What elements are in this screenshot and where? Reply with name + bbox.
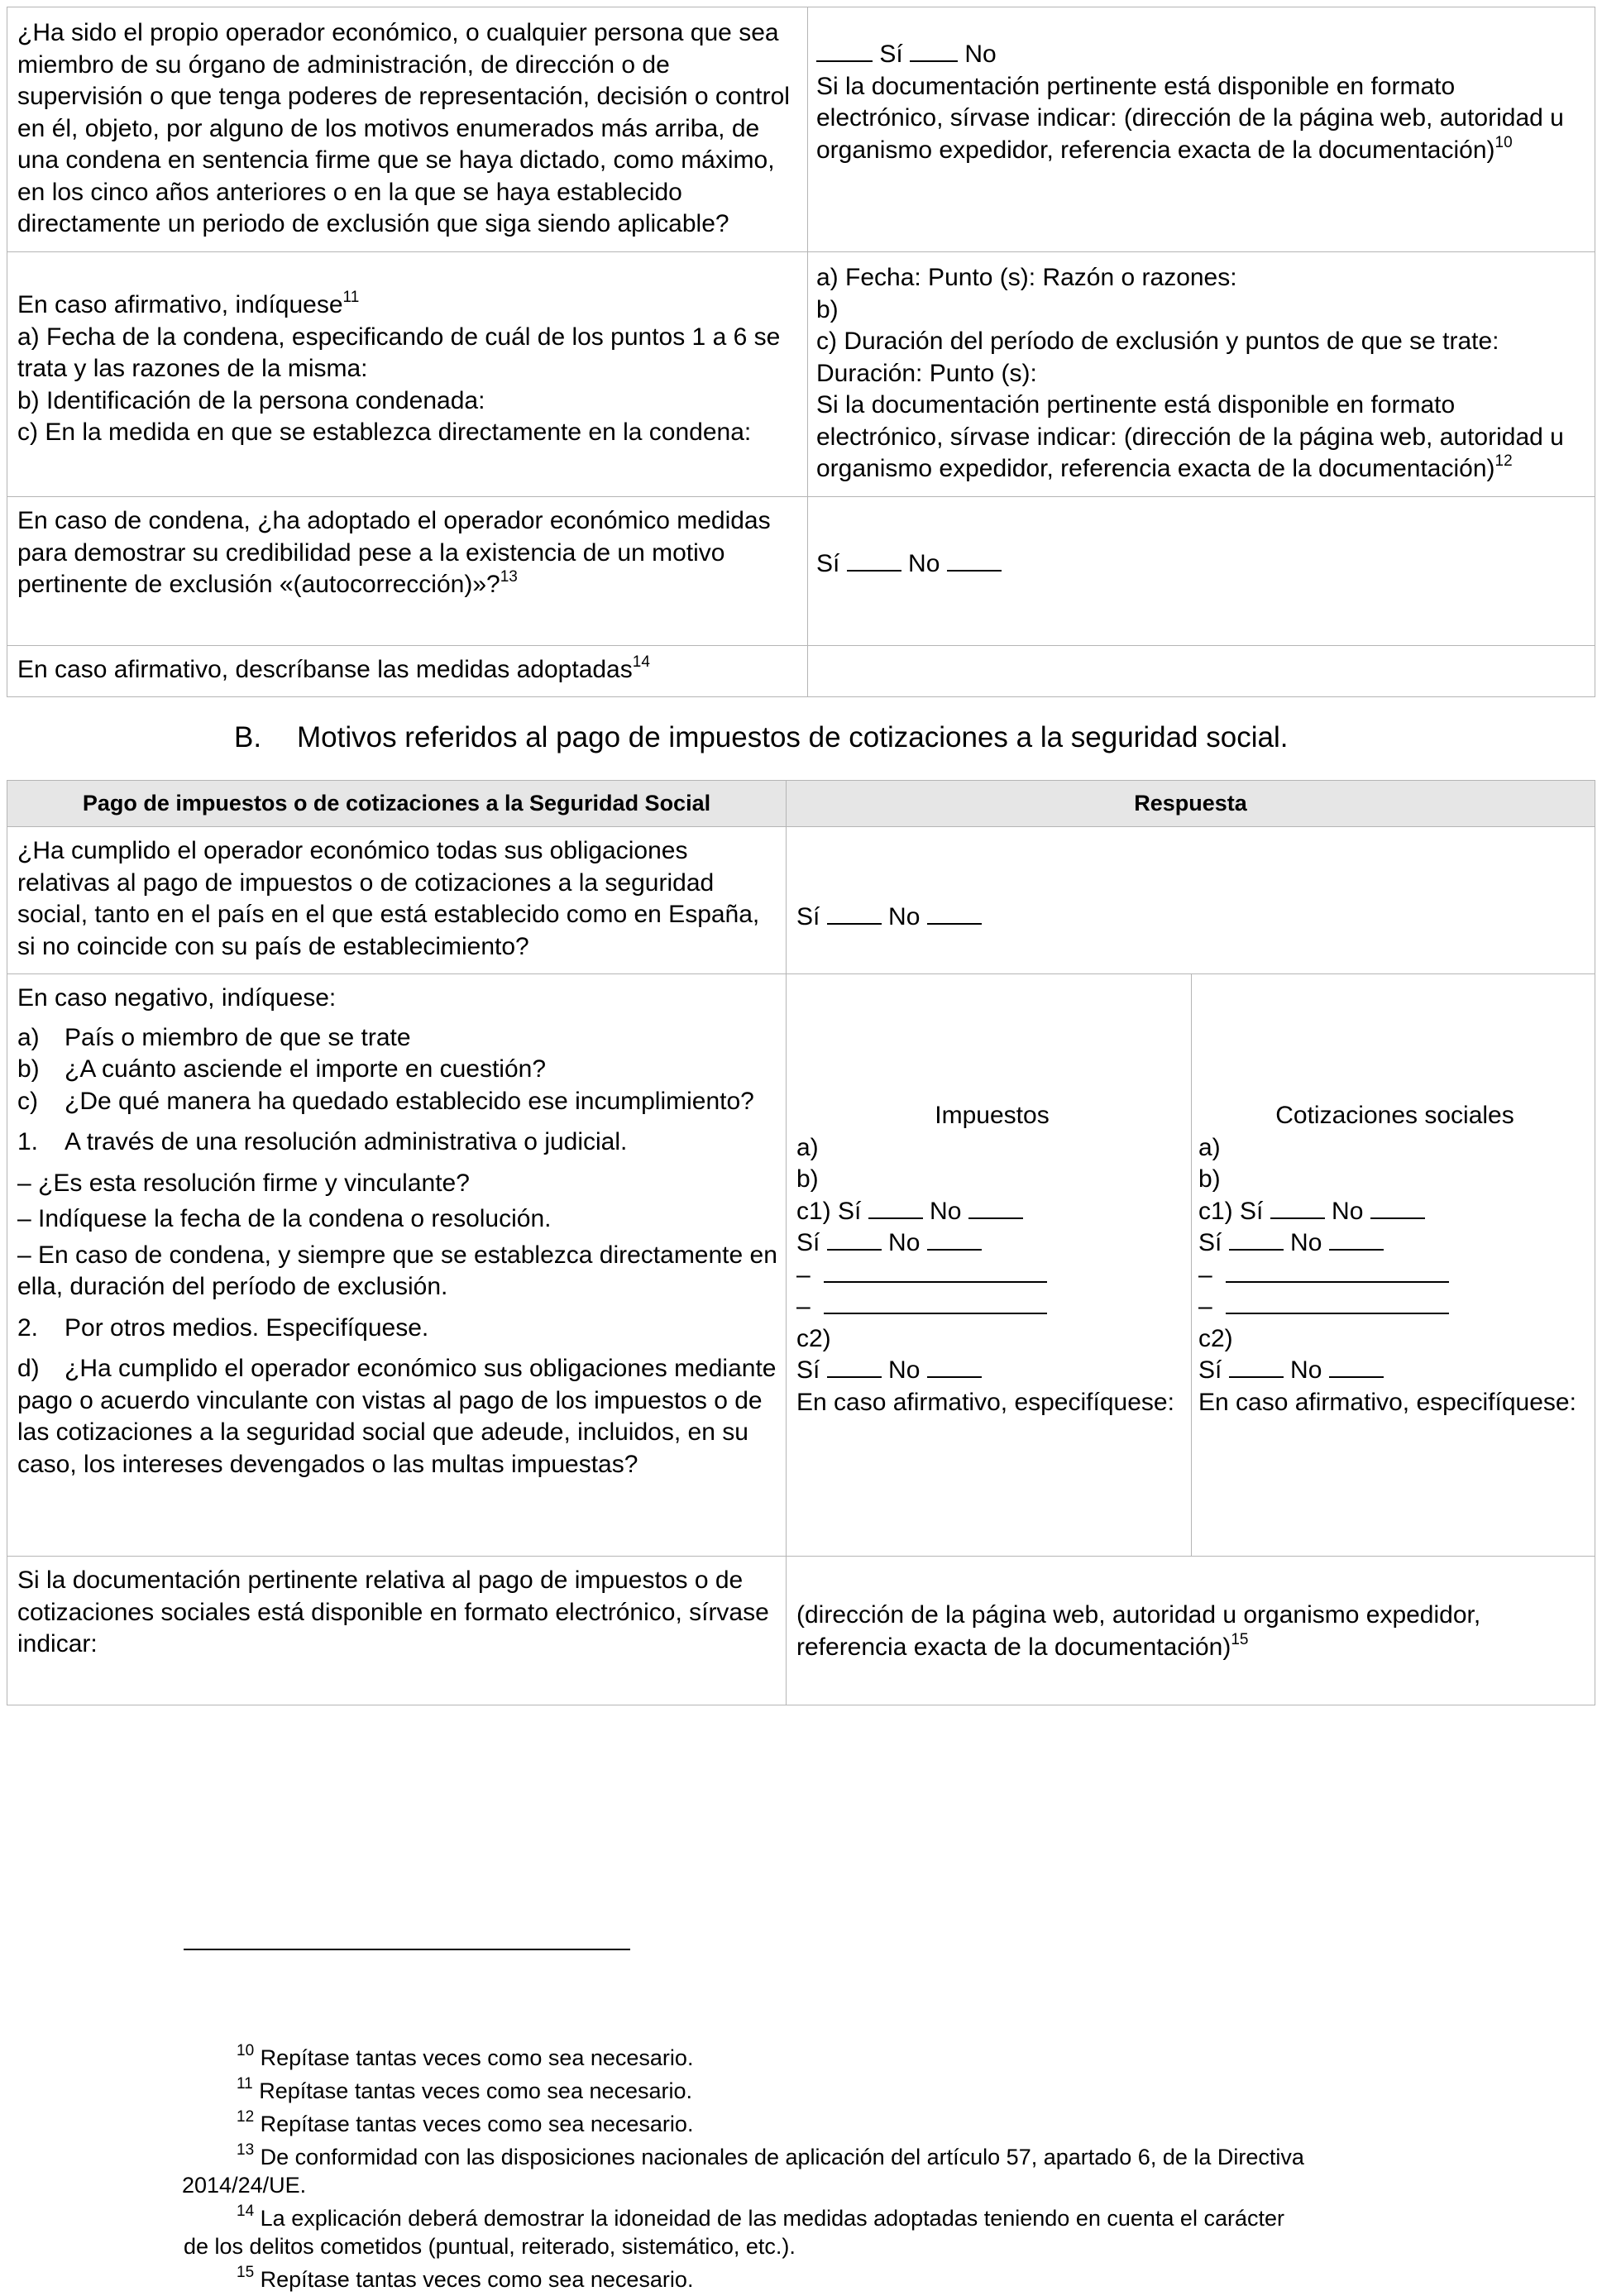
medidas-question: [7, 646, 808, 697]
answer-si-no: Sí No: [796, 1227, 1188, 1260]
condena-details-answer: [808, 252, 1595, 497]
blank-si[interactable]: [1229, 1229, 1284, 1251]
blank-no[interactable]: [1329, 1356, 1384, 1378]
exclusion-table: [7, 7, 1595, 697]
blank-no[interactable]: [910, 41, 958, 62]
dash-duracion: – En caso de condena, y siempre que se establezca directamente en ella, duración del período de exclusión.: [17, 1241, 777, 1300]
doc-question: [7, 1557, 787, 1705]
question-condena-text: ¿Ha sido el propio operador económico, o cualquier persona que sea miembro de su órgano de administración, de dirección o de supervisión o que tenga poderes de representación, decisión o control en él, objeto, por alguno de los motivos enumerados más arriba, de una condena en sentencia firme que se haya dictado, como máximo, en los cinco años anteriores o en la que se haya establecido directamente un periodo de exclusión que siga siendo aplicable?: [17, 19, 790, 237]
autocorreccion-question: [7, 497, 808, 646]
blank-no[interactable]: [927, 1356, 982, 1378]
medidas-answer[interactable]: [808, 646, 1595, 697]
answer-dash-1: –: [796, 1260, 1188, 1292]
answer-b[interactable]: b): [1198, 1165, 1221, 1193]
blank-si[interactable]: [868, 1198, 923, 1219]
autocorreccion-answer: [808, 497, 1595, 646]
impuestos-label: Impuestos: [935, 1102, 1050, 1129]
answer-duration[interactable]: Duración: Punto (s):: [816, 359, 1037, 387]
answer-a[interactable]: a): [1198, 1133, 1221, 1161]
blank-line[interactable]: [824, 1293, 1047, 1314]
answer-c2[interactable]: c2): [796, 1324, 831, 1352]
section-b-heading: [234, 721, 1288, 754]
impuestos-answer: [787, 974, 1192, 1557]
header-pago: Pago de impuestos o de cotizaciones a la Seguridad Social: [7, 781, 787, 827]
answer-condena: [808, 7, 1595, 252]
blank-no[interactable]: [1329, 1229, 1384, 1251]
footnote-ref: 14: [632, 653, 650, 671]
label-si: Sí: [796, 903, 820, 930]
footnotes: [184, 2039, 1441, 2294]
blank-no[interactable]: [947, 550, 1002, 572]
footnote-15: $^{15}$ Repítase tantas veces como sea necesario.: [237, 2264, 694, 2292]
cotizaciones-label: Cotizaciones sociales: [1275, 1102, 1514, 1129]
answer-dash-2: –: [1198, 1291, 1591, 1323]
answer-dash-2: –: [796, 1291, 1188, 1323]
label-no: No: [964, 41, 997, 68]
footnote-13-cont: 2014/24/UE.: [182, 2173, 307, 2198]
blank-si[interactable]: [827, 1229, 882, 1251]
doc-answer[interactable]: [787, 1557, 1595, 1705]
answer-c2-si-no: Sí No: [796, 1355, 1188, 1387]
cotizaciones-answer: [1192, 974, 1595, 1557]
blank-si[interactable]: [827, 903, 882, 925]
item-b: b) ¿A cuánto asciende el importe en cuestión?: [17, 1055, 547, 1083]
header-respuesta: Respuesta: [787, 781, 1595, 827]
item-c: c) En la medida en que se establezca directamente en la condena:: [17, 419, 752, 446]
answer-b[interactable]: b): [796, 1165, 819, 1193]
blank-no[interactable]: [927, 903, 982, 925]
item-1: 1. A través de una resolución administrativa o judicial.: [17, 1128, 628, 1155]
medidas-text: En caso afirmativo, descríbanse las medidas adoptadas: [17, 656, 633, 683]
intro-text: En caso afirmativo, indíquese: [17, 291, 343, 318]
footnote-13: $^{13}$ De conformidad con las disposiciones nacionales de aplicación del artículo 57, apartado 6, de la Directiva: [237, 2141, 1304, 2169]
label-si: Sí: [879, 41, 903, 68]
blank-no[interactable]: [1370, 1198, 1425, 1219]
label-no: No: [888, 903, 921, 930]
blank-si[interactable]: [847, 550, 901, 572]
item-c: c) ¿De qué manera ha quedado establecido ese incumplimiento?: [17, 1087, 754, 1115]
footnote-10: $^{10}$ Repítase tantas veces como sea necesario.: [237, 2042, 694, 2070]
autocorreccion-text: En caso de condena, ¿ha adoptado el operador económico medidas para demostrar su credibilidad pese a la existencia de un motivo pertinente de exclusión «(autocorrección)»?: [17, 507, 771, 598]
blank-si[interactable]: [827, 1356, 882, 1378]
answer-si-no: Sí No: [1198, 1227, 1591, 1260]
answer-c2-si-no: Sí No: [1198, 1355, 1591, 1387]
footnote-ref: 10: [1494, 133, 1513, 151]
footnote-11: $^{11}$ Repítase tantas veces como sea necesario.: [237, 2075, 693, 2103]
answer-c1: c1) Sí No: [1198, 1196, 1591, 1228]
section-letter: B.: [234, 721, 262, 753]
item-b: b) Identificación de la persona condenada:: [17, 386, 485, 414]
item-2: 2. Por otros medios. Especifíquese.: [17, 1313, 429, 1342]
label-si: Sí: [816, 550, 840, 577]
footnote-ref: 13: [500, 568, 518, 586]
blank-si[interactable]: [816, 41, 873, 62]
answer-c[interactable]: c) Duración del período de exclusión y puntos de que se trate:: [816, 328, 1499, 355]
dash-firme: – ¿Es esta resolución firme y vinculante?: [17, 1169, 470, 1197]
doc-instructions: Si la documentación pertinente está disponible en formato electrónico, sírvase indicar: (dirección de la página web, autoridad u organismo expedidor, referencia exacta de la documentación): [816, 72, 1564, 164]
blank-si[interactable]: [1229, 1356, 1284, 1378]
blank-line[interactable]: [1226, 1261, 1449, 1283]
especifique-label: En caso afirmativo, especifíquese:: [796, 1388, 1174, 1416]
answer-a[interactable]: a) Fecha: Punto (s): Razón o razones:: [816, 264, 1237, 291]
answer-b[interactable]: b): [816, 295, 839, 323]
doc-instructions: Si la documentación pertinente está disponible en formato electrónico, sírvase indicar: (dirección de la página web, autoridad u organismo expedidor, referencia exacta de la documentación): [816, 391, 1564, 482]
section-title: Motivos referidos al pago de impuestos de cotizaciones a la seguridad social.: [297, 721, 1289, 753]
footnote-ref: 12: [1494, 452, 1513, 470]
footnote-ref: 11: [342, 289, 360, 306]
obligaciones-answer: [787, 827, 1595, 974]
footnote-ref: 15: [1231, 1630, 1249, 1648]
blank-no[interactable]: [927, 1229, 982, 1251]
item-a: a) Fecha de la condena, especificando de cuál de los puntos 1 a 6 se trata y las razones de la misma:: [17, 323, 781, 382]
footnote-separator: [184, 1949, 630, 1950]
footnote-14: $^{14}$ La explicación deberá demostrar la idoneidad de las medidas adoptadas teniendo en cuenta el carácter: [237, 2203, 1284, 2231]
question-condena: [7, 7, 808, 252]
answer-a[interactable]: a): [796, 1133, 819, 1161]
intro-text: En caso negativo, indíquese:: [17, 984, 337, 1012]
condena-details-question: [7, 252, 808, 497]
footnote-12: $^{12}$ Repítase tantas veces como sea necesario.: [237, 2108, 694, 2136]
obligaciones-question: [7, 827, 787, 974]
footnote-14-cont: de los delitos cometidos (puntual, reiterado, sistemático, etc.).: [184, 2234, 796, 2259]
item-a: a) País o miembro de que se trate: [17, 1023, 411, 1051]
blank-line[interactable]: [824, 1261, 1047, 1283]
item-d: d) ¿Ha cumplido el operador económico sus obligaciones mediante pago o acuerdo vinculante con vistas al pago de los impuestos o de las cotizaciones a la seguridad social que adeude, incluidos, en su caso, los intereses devengados o las multas impuestas?: [17, 1355, 777, 1478]
doc-answer-text: (dirección de la página web, autoridad u organismo expedidor, referencia exacta de la documentación): [796, 1601, 1481, 1661]
obligaciones-text: ¿Ha cumplido el operador económico todas sus obligaciones relativas al pago de impuestos o de cotizaciones a la seguridad social, tanto en el país en el que está establecido como en España, si no coincide con su país de establecimiento?: [17, 837, 760, 960]
impuestos-table: [7, 780, 1595, 1705]
answer-c2[interactable]: c2): [1198, 1324, 1233, 1352]
doc-question-text: Si la documentación pertinente relativa al pago de impuestos o de cotizaciones sociales está disponible en formato electrónico, sírvase indicar:: [17, 1567, 769, 1657]
label-no: No: [908, 550, 940, 577]
answer-dash-1: –: [1198, 1260, 1591, 1292]
dash-fecha: – Indíquese la fecha de la condena o resolución.: [17, 1205, 552, 1232]
especifique-label: En caso afirmativo, especifíquese:: [1198, 1388, 1576, 1416]
answer-c1: c1) Sí No: [796, 1196, 1188, 1228]
blank-si[interactable]: [1270, 1198, 1325, 1219]
blank-line[interactable]: [1226, 1293, 1449, 1314]
incumplimiento-question: [7, 974, 787, 1557]
blank-no[interactable]: [968, 1198, 1023, 1219]
